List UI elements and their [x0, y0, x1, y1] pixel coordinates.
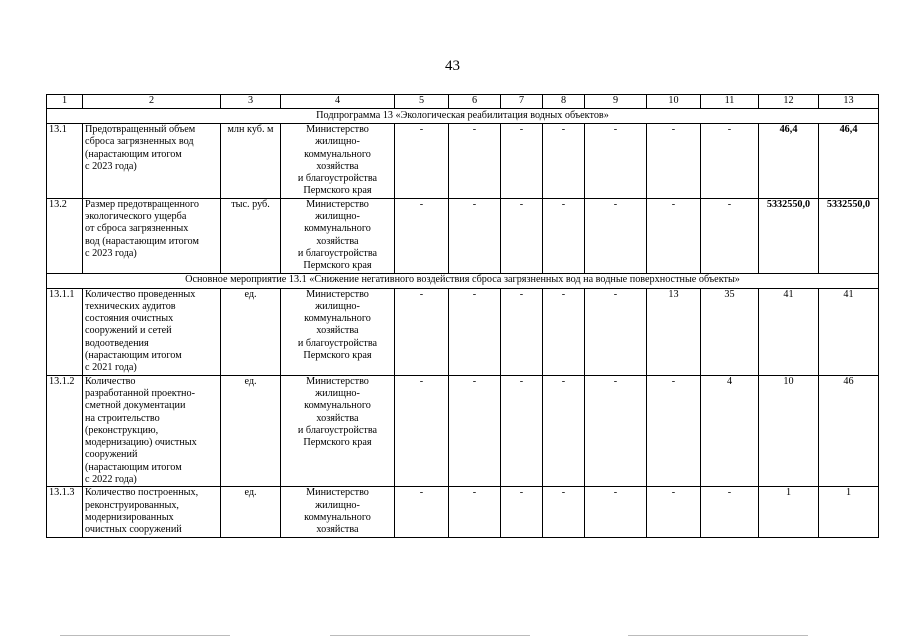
column-number: 12	[759, 95, 819, 109]
text-line: с 2022 года)	[85, 474, 137, 486]
value-cell: -	[449, 198, 501, 273]
text-line: Министерство	[306, 375, 369, 387]
text-line: Пермского края	[303, 260, 372, 272]
text-line: сооружений	[85, 449, 138, 461]
row-number: 13.1	[47, 124, 83, 199]
value-cell: 1	[819, 487, 879, 537]
row-number: 13.2	[47, 198, 83, 273]
text-line: водоотведения	[85, 337, 149, 349]
text-line: и благоустройства	[297, 247, 378, 259]
text-line: на строительство	[85, 412, 160, 424]
value-cell: -	[501, 124, 543, 199]
text-line: жилищно-	[315, 387, 360, 399]
text-line: с 2023 года)	[85, 247, 137, 259]
column-number: 6	[449, 95, 501, 109]
value-cell: 41	[759, 288, 819, 375]
unit: тыс. руб.	[221, 198, 281, 273]
text-line: с 2023 года)	[85, 160, 137, 172]
value-cell: -	[449, 375, 501, 487]
value-cell: -	[395, 124, 449, 199]
indicator-name	[83, 124, 221, 199]
text-line: (нарастающим итогом	[85, 148, 182, 160]
activity-title	[47, 273, 879, 288]
value-cell: -	[501, 487, 543, 537]
column-number: 5	[395, 95, 449, 109]
value-cell: -	[501, 198, 543, 273]
footer-rule-right	[628, 635, 808, 636]
column-number: 3	[221, 95, 281, 109]
text-line: Количество построенных,	[85, 487, 199, 499]
table-row	[47, 198, 879, 273]
footer-rule-middle	[330, 635, 530, 636]
executor	[281, 487, 395, 537]
column-number: 13	[819, 95, 879, 109]
column-number: 9	[585, 95, 647, 109]
value-cell: -	[395, 198, 449, 273]
executor	[281, 375, 395, 487]
row-number: 13.1.2	[47, 375, 83, 487]
text-line: вод (нарастающим итогом	[85, 235, 199, 247]
value-cell: -	[543, 487, 585, 537]
text-line: Министерство	[306, 198, 369, 210]
value-cell: 35	[701, 288, 759, 375]
value-cell: -	[585, 375, 647, 487]
value-cell: -	[543, 124, 585, 199]
value-cell: -	[543, 288, 585, 375]
text-line: жилищно-	[315, 499, 360, 511]
value-cell: -	[585, 124, 647, 199]
text-line: хозяйства	[316, 235, 359, 247]
text-line: экологического ущерба	[85, 211, 187, 223]
unit: ед.	[221, 487, 281, 537]
row-number: 13.1.1	[47, 288, 83, 375]
column-number: 2	[83, 95, 221, 109]
text-line: коммунального	[304, 313, 371, 325]
value-cell: 46,4	[819, 124, 879, 199]
text-line: Министерство	[306, 487, 369, 499]
column-number: 8	[543, 95, 585, 109]
text-line: Количество проведенных	[85, 288, 196, 300]
text-line: (нарастающим итогом	[85, 350, 182, 362]
text-line: и благоустройства	[297, 337, 378, 349]
value-cell: -	[701, 198, 759, 273]
text-line: Пермского края	[303, 350, 372, 362]
text-line: сброса загрязненных вод	[85, 136, 194, 148]
text-line: Пермского края	[303, 185, 372, 197]
indicator-name	[83, 198, 221, 273]
column-number: 4	[281, 95, 395, 109]
value-cell: -	[647, 124, 701, 199]
text-line: с 2021 года)	[85, 362, 137, 374]
value-cell: 4	[701, 375, 759, 487]
value-cell: 1	[759, 487, 819, 537]
unit: ед.	[221, 288, 281, 375]
header-row	[47, 95, 879, 109]
table-row	[47, 288, 879, 375]
value-cell: -	[701, 487, 759, 537]
text-line: хозяйства	[316, 325, 359, 337]
footer-rule-left	[60, 635, 230, 636]
text-line: модернизированных	[85, 511, 174, 523]
unit: ед.	[221, 375, 281, 487]
text-line: состояния очистных	[85, 313, 174, 325]
text-line: жилищно-	[315, 136, 360, 148]
value-cell: -	[395, 288, 449, 375]
executor	[281, 124, 395, 199]
value-cell: -	[395, 487, 449, 537]
value-cell: -	[501, 375, 543, 487]
unit: млн куб. м	[221, 124, 281, 199]
text-line: сметной документации	[85, 400, 186, 412]
indicator-name	[83, 288, 221, 375]
value-cell: 41	[819, 288, 879, 375]
executor	[281, 288, 395, 375]
text-line: модернизацию) очистных	[85, 437, 197, 449]
value-cell: 5332550,0	[759, 198, 819, 273]
text-line: коммунального	[304, 511, 371, 523]
value-cell: -	[543, 198, 585, 273]
text-line: и благоустройства	[297, 173, 378, 185]
text-line: от сброса загрязненных	[85, 223, 189, 235]
value-cell: -	[395, 375, 449, 487]
text-line: Пермского края	[303, 437, 372, 449]
text-line: (нарастающим итогом	[85, 461, 182, 473]
subprogram-title-cell: Подпрограмма 13 «Экологическая реабилитация водных объектов»	[47, 109, 879, 124]
table-row	[47, 375, 879, 487]
text-line: жилищно-	[315, 211, 360, 223]
text-line: Министерство	[306, 124, 369, 135]
table-row	[47, 124, 879, 199]
indicator-name	[83, 375, 221, 487]
value-cell: 5332550,0	[819, 198, 879, 273]
value-cell: -	[585, 198, 647, 273]
column-number: 7	[501, 95, 543, 109]
value-cell: -	[501, 288, 543, 375]
value-cell: -	[647, 375, 701, 487]
program-indicators-table	[46, 94, 879, 538]
text-line: (реконструкцию,	[85, 424, 159, 436]
text-line: коммунального	[304, 223, 371, 235]
value-cell: -	[449, 288, 501, 375]
text-line: очистных сооружений	[85, 524, 182, 536]
column-number: 1	[47, 95, 83, 109]
text-line: жилищно-	[315, 300, 360, 312]
table-row	[47, 487, 879, 537]
text-line: Предотвращенный объем	[85, 124, 196, 135]
activity-title-cell: Основное мероприятие 13.1 «Снижение негативного воздействия сброса загрязненных вод на водные поверхностные объекты»	[47, 273, 879, 288]
value-cell: -	[585, 487, 647, 537]
text-line: сооружений и сетей	[85, 325, 172, 337]
page-number: 43	[445, 58, 460, 74]
subprogram-title	[47, 109, 879, 124]
row-number: 13.1.3	[47, 487, 83, 537]
value-cell: -	[585, 288, 647, 375]
column-number: 11	[701, 95, 759, 109]
text-line: реконструированных,	[85, 499, 179, 511]
text-line: Министерство	[306, 288, 369, 300]
column-number: 10	[647, 95, 701, 109]
value-cell: 46,4	[759, 124, 819, 199]
value-cell: 13	[647, 288, 701, 375]
value-cell: 10	[759, 375, 819, 487]
value-cell: -	[449, 124, 501, 199]
value-cell: -	[701, 124, 759, 199]
value-cell: -	[647, 198, 701, 273]
value-cell: -	[449, 487, 501, 537]
text-line: технических аудитов	[85, 300, 176, 312]
text-line: хозяйства	[316, 160, 359, 172]
value-cell: -	[647, 487, 701, 537]
text-line: хозяйства	[316, 524, 359, 536]
value-cell: -	[543, 375, 585, 487]
text-line: Размер предотвращенного	[85, 198, 200, 210]
value-cell: 46	[819, 375, 879, 487]
text-line: хозяйства	[316, 412, 359, 424]
text-line: разработанной проектно-	[85, 387, 195, 399]
text-line: и благоустройства	[297, 424, 378, 436]
text-line: коммунального	[304, 400, 371, 412]
indicator-name	[83, 487, 221, 537]
text-line: коммунального	[304, 148, 371, 160]
text-line: Количество	[85, 375, 136, 387]
executor	[281, 198, 395, 273]
